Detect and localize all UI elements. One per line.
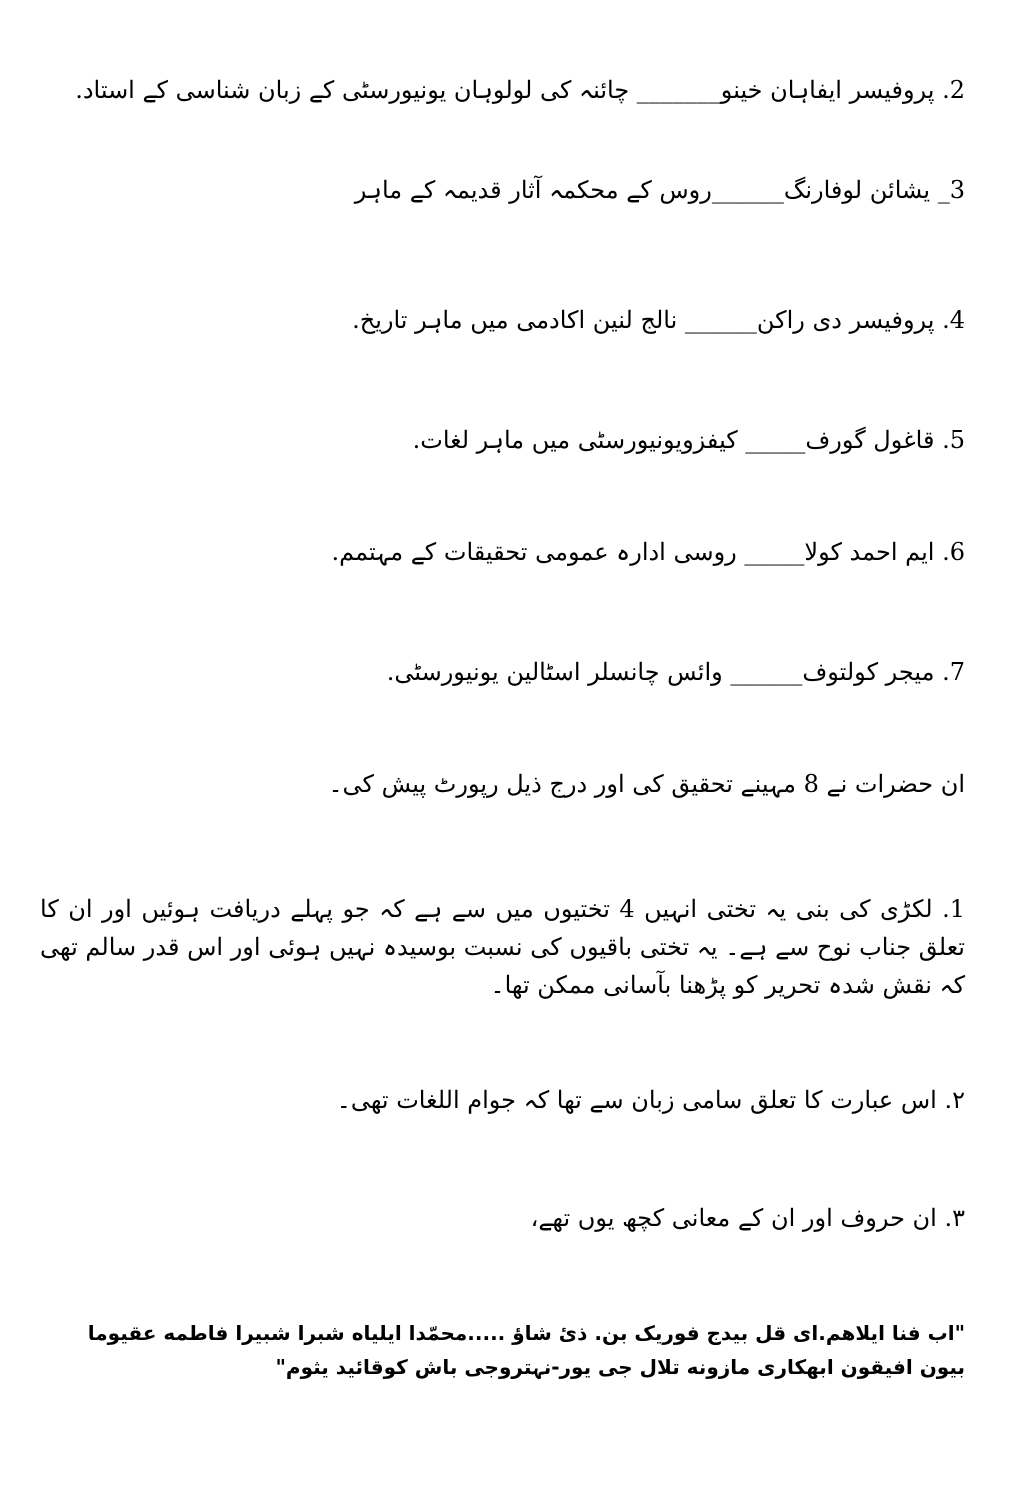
list-item-2: 2. پروفیسر ایفاہان خینو_______ چائنہ کی لولوہان یونیورسٹی کے زبان شناسی کے استاد. (75, 76, 965, 104)
intro-text: ان حضرات نے 8 مہینے تحقیق کی اور درج ذیل رپورٹ پیش کی۔ (328, 770, 965, 798)
list-item-4: 4. پروفیسر دی راکن______ نالج لنین اکادمی میں ماہر تاریخ. (352, 306, 965, 334)
finding-2: ۲. اس عبارت کا تعلق سامی زبان سے تھا کہ جوام اللغات تھی۔ (336, 1086, 965, 1114)
list-item-6: 6. ایم احمد کولا_____ روسی ادارہ عمومی تحقیقات کے مہتمم. (331, 538, 965, 566)
quoted-inscription: "اب فنا ایلاهم.ای قل بیدج فوریک بن. ذئ شاؤ .....محمّدا ایلیاه شبرا شبیرا فاطمه عقیوما بیون افیقون ابهکاری مازونه تلال جی یور-نہتروجی باش کوقائید یثوم" (87, 1321, 965, 1379)
finding-3: ۳. ان حروف اور ان کے معانی کچھ یوں تھے، (530, 1204, 965, 1232)
list-item-5: 5. قاغول گورف_____ کیفزویونیورسٹی میں ماہر لغات. (412, 426, 965, 454)
list-item-7: 7. میجر کولتوف______ وائس چانسلر اسٹالین یونیورسٹی. (386, 658, 965, 686)
list-item-3: 3_ یشائن لوفارنگ______روس کے محکمہ آثار قدیمہ کے ماہر (354, 176, 965, 204)
finding-1: 1. لکڑی کی بنی یہ تختی انہیں 4 تختیوں میں سے ہے کہ جو پہلے دریافت ہوئیں اور ان کا تعلق جناب نوح سے ہے۔ یہ تختی باقیوں کی نسبت بوسیدہ نہیں ہوئی اور اس قدر سالم تھی کہ نقش شدہ تحریر کو پڑھنا بآسانی ممکن تھا۔ (40, 895, 966, 999)
